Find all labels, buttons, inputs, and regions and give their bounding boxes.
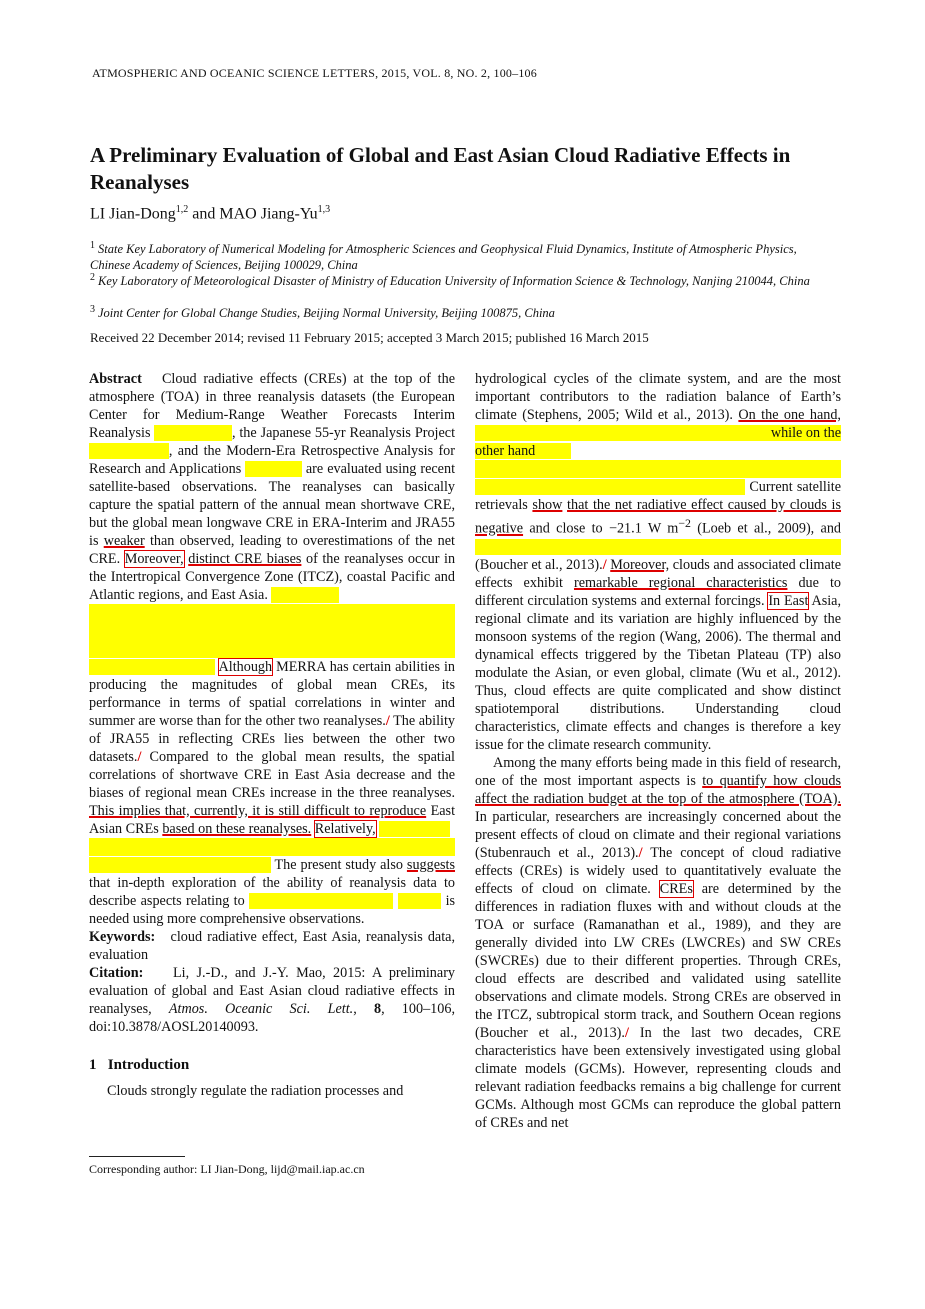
paragraph: Among the many efforts being made in this field of research, one of the most important aspects is to quantify how clouds affect the radiation budget at the top of the atmosphere (TOA). In particular, researchers are increasingly concerned about the present effects of cloud on climate and their regional variations (Stubenrauch et al., 2013)./ The concept of cloud radiative effects (CREs) is widely used to quantitatively evaluate the effects of cloud on climate. CREs are determined by the differences in radiation fluxes with and without clouds at the TOA or surface (Ramanathan et al., 1989), and they are generally divided into LW CREs (LWCREs) and SW CREs (SWCREs) due to their different properties. Through CREs, cloud effects are described and validated using satellite observations and climate models. Strong CREs are observed in the ITCZ, subtropical storm track, and Southern Ocean regions (Boucher et al., 2013)./ In the last two decades, CRE characteristics have been extensively investigated using global climate models (GCMs). However, representing clouds and relevant radiation feedbacks remains a big challenge for current GCMs. Although most GCMs can reproduce the global pattern of CREs and net: [475, 754, 842, 1131]
underline-annotation: weaker: [103, 533, 145, 549]
affiliation-3: $^3$ Joint Center for Global Change Studies, Beijing Normal University, Beijing 100875, China: [90, 304, 555, 321]
red-slash-mark: /: [385, 713, 390, 729]
author-2: MAO Jiang-Yu: [219, 205, 318, 223]
underline-annotation: remarkable regional characteristics: [573, 574, 788, 591]
highlight-redacted: [89, 659, 215, 675]
red-slash-mark: /: [602, 556, 607, 573]
highlight-redacted: [475, 479, 745, 495]
highlight-redacted-line: [89, 640, 455, 658]
underline-annotation: to quantify how clouds affect the radiation budget at the top of the atmosphere (TOA).: [475, 772, 842, 807]
highlight-redacted-line: [89, 604, 455, 622]
highlight-redacted: [89, 857, 271, 873]
footnote-corresponding-author: Corresponding author: LI Jian-Dong, lijd@mail.iap.ac.cn: [89, 1162, 365, 1176]
footnote-rule: [89, 1156, 185, 1157]
paper-title: A Preliminary Evaluation of Global and East Asian Cloud Radiative Effects in Reanalyses: [90, 143, 791, 194]
highlight-redacted: [154, 425, 232, 441]
box-annotation: Relatively,: [314, 821, 376, 837]
box-annotation: Although: [218, 659, 273, 675]
red-slash-mark: /: [638, 844, 643, 861]
section-heading-introduction: 1 Introduction: [89, 1057, 190, 1073]
affiliation-2: $^2$ Key Laboratory of Meteorological Disaster of Ministry of Education University of Information Science & Technology, Nanjing 210044, China: [90, 272, 810, 289]
highlight-redacted: [89, 443, 169, 459]
underline-annotation: that the net radiative effect caused by clouds is negative: [475, 497, 842, 537]
highlight-redacted-line: [89, 838, 455, 856]
intro-continued: hydrological cycles of the climate system, and are the most important contributors to the radiation balance of Earth’s climate (Stephens, 2005; Wild et al., 2013). On the one hand, while on the other hand Current satellite retrievals show that the net radiative effect caused by clouds is negative and close to −21.1 W $m^{-2}$ (Loeb et al., 2009), and (Boucher et al., 2013)./ Moreover, clouds and associated climate effects exhibit remarkable regional characteristics due to different circulation systems and external forcings. In East Asia, regional climate and its variation are highly influenced by the monsoon systems of the region (Wang, 2006). The thermal and dynamical effects triggered by the Tibetan Plateau (TP) also modulate the Asian, or even global, climate (Wu et al., 2012). Thus, cloud effects are quite complicated and show distinct spatiotemporal distributions. Understanding cloud characteristics, climate effects and changes is therefore a key issue for the climate research community.: [475, 371, 842, 753]
authors: LI Jian-Dong$^{1,2}$ and MAO Jiang-Yu$^{1,3}$: [90, 204, 331, 223]
affiliation-1: $^1$ State Key Laboratory of Numerical Modeling for Atmospheric Sciences and Geophysical Fluid Dynamics, Institute of Atmospheric Physics, Chinese Academy of Sciences, Beijing 100029, China: [90, 240, 797, 273]
highlight-redacted: [271, 587, 338, 603]
underline-annotation: show: [532, 497, 563, 513]
author-1: LI Jian-Dong: [90, 205, 176, 223]
left-column: [89, 370, 455, 1100]
underline-annotation: This implies that, currently, it is still difficult to reproduce: [89, 803, 427, 819]
journal-header: ATMOSPHERIC AND OCEANIC SCIENCE LETTERS, 2015, VOL. 8, NO. 2, 100–106: [92, 66, 537, 80]
highlight-redacted: [475, 425, 771, 441]
highlight-redacted: [379, 821, 450, 837]
underline-annotation: suggests: [406, 857, 456, 873]
box-annotation: Moreover,: [124, 551, 184, 567]
keywords: Keywords: cloud radiative effect, East Asia, reanalysis data, evaluation: [89, 929, 455, 963]
highlight-redacted-line: [89, 622, 455, 640]
abstract: Abstract Cloud radiative effects (CREs) at the top of the atmosphere (TOA) in three reanalysis datasets (the European Center for Medium-Range Weather Forecasts Interim Reanalysis , the Japanese 55-yr Reanalysis Project , and the Modern-Era Retrospective Analysis for Research and Applications are evaluated using recent satellite-based observations. The reanalyses can basically capture the spatial pattern of the annual mean shortwave CRE, but the global mean longwave CRE in ERA-Interim and JRA55 is weaker than observed, leading to overestimations of the net CRE. Moreover, distinct CRE biases of the reanalyses occur in the Intertropical Convergence Zone (ITCZ), coastal Pacific and Atlantic regions, and East Asia. Although MERRA has certain abilities in producing the magnitudes of global mean CREs, its performance in terms of spatial correlations in winter and summer are worse than for the other two reanalyses./ The ability of JRA55 in reflecting CREs lies between the other two datasets./ Compared to the global mean results, the spatial correlations of shortwave CRE in East Asia decrease and the biases of regional mean CREs increase in the three reanalyses. This implies that, currently, it is still difficult to reproduce East Asian CREs based on these reanalyses. Relatively, The present study also suggests that in-depth exploration of the ability of reanalysis data to describe aspects relating to is needed using more comprehensive observations.: [89, 371, 456, 927]
underline-annotation: distinct CRE biases: [188, 551, 302, 567]
red-slash-mark: /: [624, 1024, 629, 1041]
highlight-redacted: [475, 539, 841, 555]
box-annotation: In East: [768, 592, 809, 609]
highlight-redacted: [245, 461, 301, 477]
underline-annotation: On the one hand,: [738, 407, 841, 423]
underline-annotation: based on these reanalyses.: [162, 821, 312, 837]
highlight-redacted: [398, 893, 442, 909]
right-column: [475, 370, 841, 1132]
received-dates: Received 22 December 2014; revised 11 February 2015; accepted 3 March 2015; published 16 March 2015: [90, 330, 649, 345]
red-slash-mark: /: [137, 749, 142, 765]
box-annotation: CREs: [659, 880, 693, 897]
highlight-redacted-line: [475, 460, 841, 478]
highlight-redacted: [535, 443, 570, 459]
highlight-redacted: [249, 893, 393, 909]
citation: Citation: Li, J.-D., and J.-Y. Mao, 2015: A preliminary evaluation of global and East Asian cloud radiative effects in reanalyses, Atmos. Oceanic Sci. Lett., 8, 100–106, doi:10.3878/AOSL20140093.: [89, 965, 456, 1035]
intro-paragraph: Clouds strongly regulate the radiation processes and: [107, 1083, 404, 1099]
underline-annotation: Moreover,: [610, 556, 670, 573]
